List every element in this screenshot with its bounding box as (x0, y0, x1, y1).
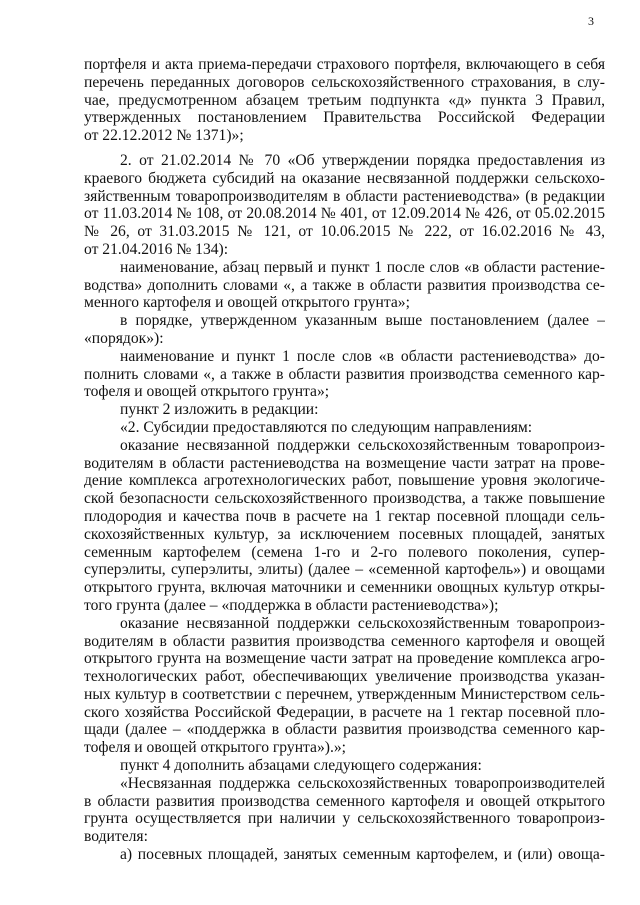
text-line: а) посевных площадей, занятых семенным картофелем, и (или) овоща- (120, 846, 605, 864)
text-line: «2. Субсидии предоставляются по следующим направлениям: (120, 418, 533, 436)
text-line: открытого грунта на возмещение части затрат на проведение комплекса агро- (84, 650, 605, 668)
text-line: семенным картофелем (семена 1-го и 2-го полевого поколения, супер- (84, 543, 605, 561)
text-line: водителям в области развития производства семенного картофеля и овощей (84, 632, 605, 650)
text-line: менного картофеля и овощей открытого грунта»; (84, 294, 410, 312)
text-line: того грунта (далее – «поддержка в области растениеводства»); (84, 596, 499, 614)
text-line: от 21.04.2016 № 134): (84, 240, 229, 258)
text-line: № 26, от 31.03.2015 № 121, от 10.06.2015 № 222, от 16.02.2016 № 43, (84, 223, 605, 241)
text-line: пункт 4 дополнить абзацами следующего содержания: (120, 757, 482, 775)
text-line: «порядок»): (84, 329, 164, 347)
text-line: чае, предусмотренном абзацем третьим подпункта «д» пункта 3 Правил, (84, 91, 605, 109)
text-line: суперэлиты, суперэлиты, элиты) (далее – «семенной картофель») и овощами (84, 561, 605, 579)
text-line: зяйственным товаропроизводителям в области растениеводства» (в редакции (84, 187, 605, 205)
page-number: 3 (588, 14, 594, 28)
text-line: 2. от 21.02.2014 № 70 «Об утверждении порядка предоставления из (120, 151, 605, 169)
text-line: водства» дополнить словами «, а также в области развития производства се- (84, 276, 605, 294)
text-line: наименование, абзац первый и пункт 1 после слов «в области растение- (120, 258, 605, 276)
text-line: открытого грунта, включая маточники и семенники овощных культур откры- (84, 579, 605, 597)
text-line: портфеля и акта приема-передачи страхового портфеля, включающего в себя (84, 56, 605, 73)
text-line: технологических работ, обеспечивающих увеличение производства указан- (84, 668, 605, 686)
text-line: оказание несвязанной поддержки сельскохозяйственным товаропроиз- (120, 614, 605, 632)
text-line: водителя: (84, 828, 148, 846)
text-line: плодородия и качества почв в расчете на 1 гектар посевной площади сель- (84, 507, 605, 525)
text-line: щади (далее – «поддержка в области развития производства семенного кар- (84, 721, 605, 739)
text-line: утвержденных постановлением Правительства Российской Федерации (84, 109, 605, 127)
text-line: краевого бюджета субсидий на оказание несвязанной поддержки сельскохо- (84, 169, 605, 187)
text-line: водителям в области растениеводства на возмещение части затрат на прове- (84, 454, 605, 472)
text-line: пункт 2 изложить в редакции: (120, 401, 319, 419)
paragraph-gap (84, 145, 605, 152)
text-line: в порядке, утвержденном указанным выше постановлением (далее – (120, 312, 605, 330)
text-line: тофеля и овощей открытого грунта»).»; (84, 739, 346, 757)
text-line: дение комплекса агротехнологических работ, повышение уровня экологиче- (84, 472, 605, 490)
text-line: наименование и пункт 1 после слов «в области растениеводства» до- (120, 347, 605, 365)
document-body (84, 56, 605, 864)
text-line: тофеля и овощей открытого грунта»; (84, 383, 330, 401)
text-line: оказание несвязанной поддержки сельскохозяйственным товаропроиз- (120, 436, 605, 454)
text-line: ского хозяйства Российской Федерации, в расчете на 1 гектар посевной пло- (84, 703, 605, 721)
text-line: от 11.03.2014 № 108, от 20.08.2014 № 401, от 12.09.2014 № 426, от 05.02.2015 (84, 205, 605, 223)
text-line: от 22.12.2012 № 1371)»; (84, 127, 244, 145)
text-line: ных культур в соответствии с перечнем, утвержденным Министерством сель- (84, 685, 605, 703)
text-line: «Несвязанная поддержка сельскохозяйственных товаропроизводителей (120, 774, 605, 792)
text-line: перечень переданных договоров сельскохозяйственного страхования, в слу- (84, 73, 605, 91)
text-line: грунта осуществляется при наличии у сельскохозяйственного товаропроиз- (84, 810, 605, 828)
text-line: скохозяйственных культур, за исключением посевных площадей, занятых (84, 525, 605, 543)
text-line: в области развития производства семенного картофеля и овощей открытого (84, 792, 605, 810)
text-line: полнить словами «, а также в области развития производства семенного кар- (84, 365, 605, 383)
text-line: ской безопасности сельскохозяйственного производства, а также повышение (84, 490, 605, 508)
